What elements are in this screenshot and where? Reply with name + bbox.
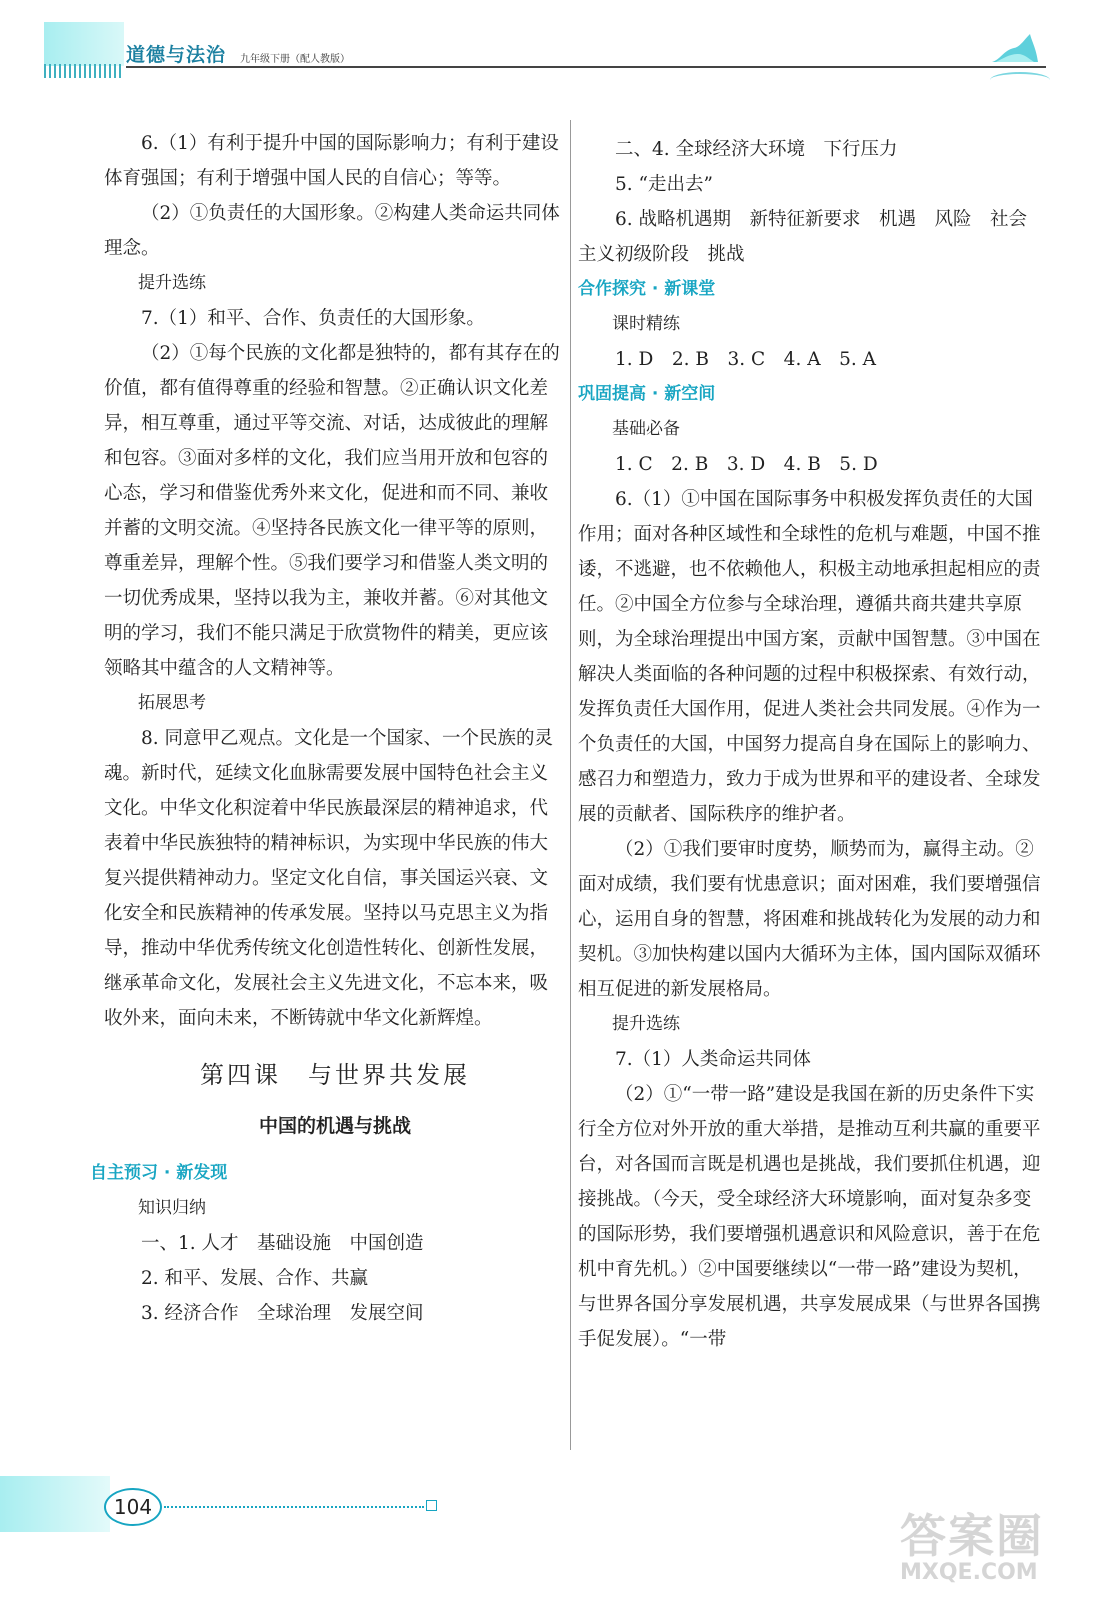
lesson-title: 第四课 与世界共发展 xyxy=(200,1061,470,1089)
watermark-logo xyxy=(900,1500,1080,1590)
answer-paragraph: （2）①每个民族的文化都是独特的，都有其存在的价值，都有值得尊重的经验和智慧。②正确认识文化差异，相互尊重，通过平等交流、对话，达成彼此的理解和包容。③面对多样的文化，我们应当用开放和包容的心态，学习和借鉴优秀外来文化，促进和而不同、兼收并蓄的文明交流。④坚持各民族文化一律平等的原则，尊重差异，理解个性。⑤我们要学习和借鉴人类文明的一切优秀成果，坚持以我为主，兼收并蓄。⑥对其他文明的学习，我们不能只满足于欣赏物件的精美，更应该领略其中蕴含的人文精神等。 xyxy=(104,343,560,679)
subsection-heading: 提升选练 xyxy=(612,1014,680,1034)
wave-icon xyxy=(990,32,1040,66)
answer-paragraph: 1. D 2. B 3. C 4. A 5. A xyxy=(615,349,876,370)
subsection-heading: 知识归纳 xyxy=(138,1198,206,1218)
book-title: 道德与法治 xyxy=(126,44,227,66)
answer-paragraph: 7.（1）和平、合作、负责任的大国形象。 xyxy=(141,308,485,329)
answer-paragraph: 5. “走出去” xyxy=(615,174,713,195)
page-header xyxy=(0,0,1093,100)
left-column xyxy=(90,126,566,1331)
footer-square-icon xyxy=(426,1500,437,1511)
subsection-heading: 课时精练 xyxy=(612,314,680,334)
subsection-heading: 提升选练 xyxy=(138,273,206,293)
topic-title: 中国的机遇与挑战 xyxy=(258,1115,411,1137)
watermark-text: 答案圈 xyxy=(900,1509,1044,1563)
answer-paragraph: 6. 战略机遇期 新特征新要求 机遇 风险 社会主义初级阶段 挑战 xyxy=(578,209,1028,265)
answer-paragraph: 7.（1）人类命运共同体 xyxy=(615,1049,811,1070)
answer-paragraph: 3. 经济合作 全球治理 发展空间 xyxy=(141,1303,424,1324)
subsection-heading: 基础必备 xyxy=(612,419,680,439)
header-arc-decoration xyxy=(990,72,1050,88)
answer-paragraph: （2）①我们要审时度势，顺势而为，赢得主动。②面对成绩，我们要有忧患意识；面对困难，我们要增强信心，运用自身的智慧，将困难和挑战转化为发展的动力和契机。③加快构建以国内大循环为主体，国内国际双循环相互促进的新发展格局。 xyxy=(578,839,1041,1000)
header-color-band xyxy=(44,22,124,66)
book-subtitle: 九年级下册（配人教版） xyxy=(240,54,350,65)
column-divider xyxy=(570,120,571,1450)
section-heading: 合作探究 · 新课堂 xyxy=(578,279,716,299)
header-barcode-decoration xyxy=(44,64,124,78)
answer-paragraph: 二、4. 全球经济大环境 下行压力 xyxy=(615,139,898,160)
answer-paragraph: 1. C 2. B 3. D 4. B 5. D xyxy=(615,454,878,475)
answer-paragraph: 6.（1）①中国在国际事务中积极发挥负责任的大国作用；面对各种区域性和全球性的危机与难题，中国不推诿，不逃避，也不依赖他人，积极主动地承担起相应的责任。②中国全方位参与全球治理，遵循共商共建共享原则，为全球治理提出中国方案，贡献中国智慧。③中国在解决人类面临的各种问题的过程中积极探索、有效行动，发挥负责任大国作用，促进人类社会共同发展。④作为一个负责任的大国，中国努力提高自身在国际上的影响力、感召力和塑造力，致力于成为世界和平的建设者、全球发展的贡献者、国际秩序的维护者。 xyxy=(578,489,1041,825)
answer-paragraph: 一、1. 人才 基础设施 中国创造 xyxy=(141,1233,424,1254)
header-rule xyxy=(126,66,1046,68)
footer-dotted-line xyxy=(164,1506,424,1508)
page-number: 104 xyxy=(104,1488,162,1526)
answer-paragraph: （2）①负责任的大国形象。②构建人类命运共同体理念。 xyxy=(104,203,560,259)
answer-paragraph: 2. 和平、发展、合作、共赢 xyxy=(141,1268,369,1289)
answer-paragraph: 6.（1）有利于提升中国的国际影响力；有利于建设体育强国；有利于增强中国人民的自信心；等等。 xyxy=(104,133,559,189)
watermark-url: MXQE.COM xyxy=(900,1560,1038,1585)
right-column xyxy=(578,132,1044,1357)
answer-paragraph: 8. 同意甲乙观点。文化是一个国家、一个民族的灵魂。新时代，延续文化血脉需要发展中国特色社会主义文化。中华文化积淀着中华民族最深层的精神追求，代表着中华民族独特的精神标识，为实现中华民族的伟大复兴提供精神动力。坚定文化自信，事关国运兴衰、文化安全和民族精神的传承发展。坚持以马克思主义为指导，推动中华优秀传统文化创造性转化、创新性发展，继承革命文化，发展社会主义先进文化，不忘本来，吸收外来，面向未来，不断铸就中华文化新辉煌。 xyxy=(104,728,554,1029)
section-heading: 巩固提高 · 新空间 xyxy=(578,384,716,404)
answer-paragraph: （2）①“一带一路”建设是我国在新的历史条件下实行全方位对外开放的重大举措，是推动互利共赢的重要平台，对各国而言既是机遇也是挑战，我们要抓住机遇，迎接挑战。（今天，受全球经济大环境影响，面对复杂多变的国际形势，我们要增强机遇意识和风险意识，善于在危机中育先机。）②中国要继续以“一带一路”建设为契机，与世界各国分享发展机遇，共享发展成果（与世界各国携手促发展）。“一带 xyxy=(578,1084,1041,1350)
section-heading: 自主预习 · 新发现 xyxy=(90,1163,228,1183)
subsection-heading: 拓展思考 xyxy=(138,693,206,713)
footer-color-band xyxy=(0,1476,110,1532)
